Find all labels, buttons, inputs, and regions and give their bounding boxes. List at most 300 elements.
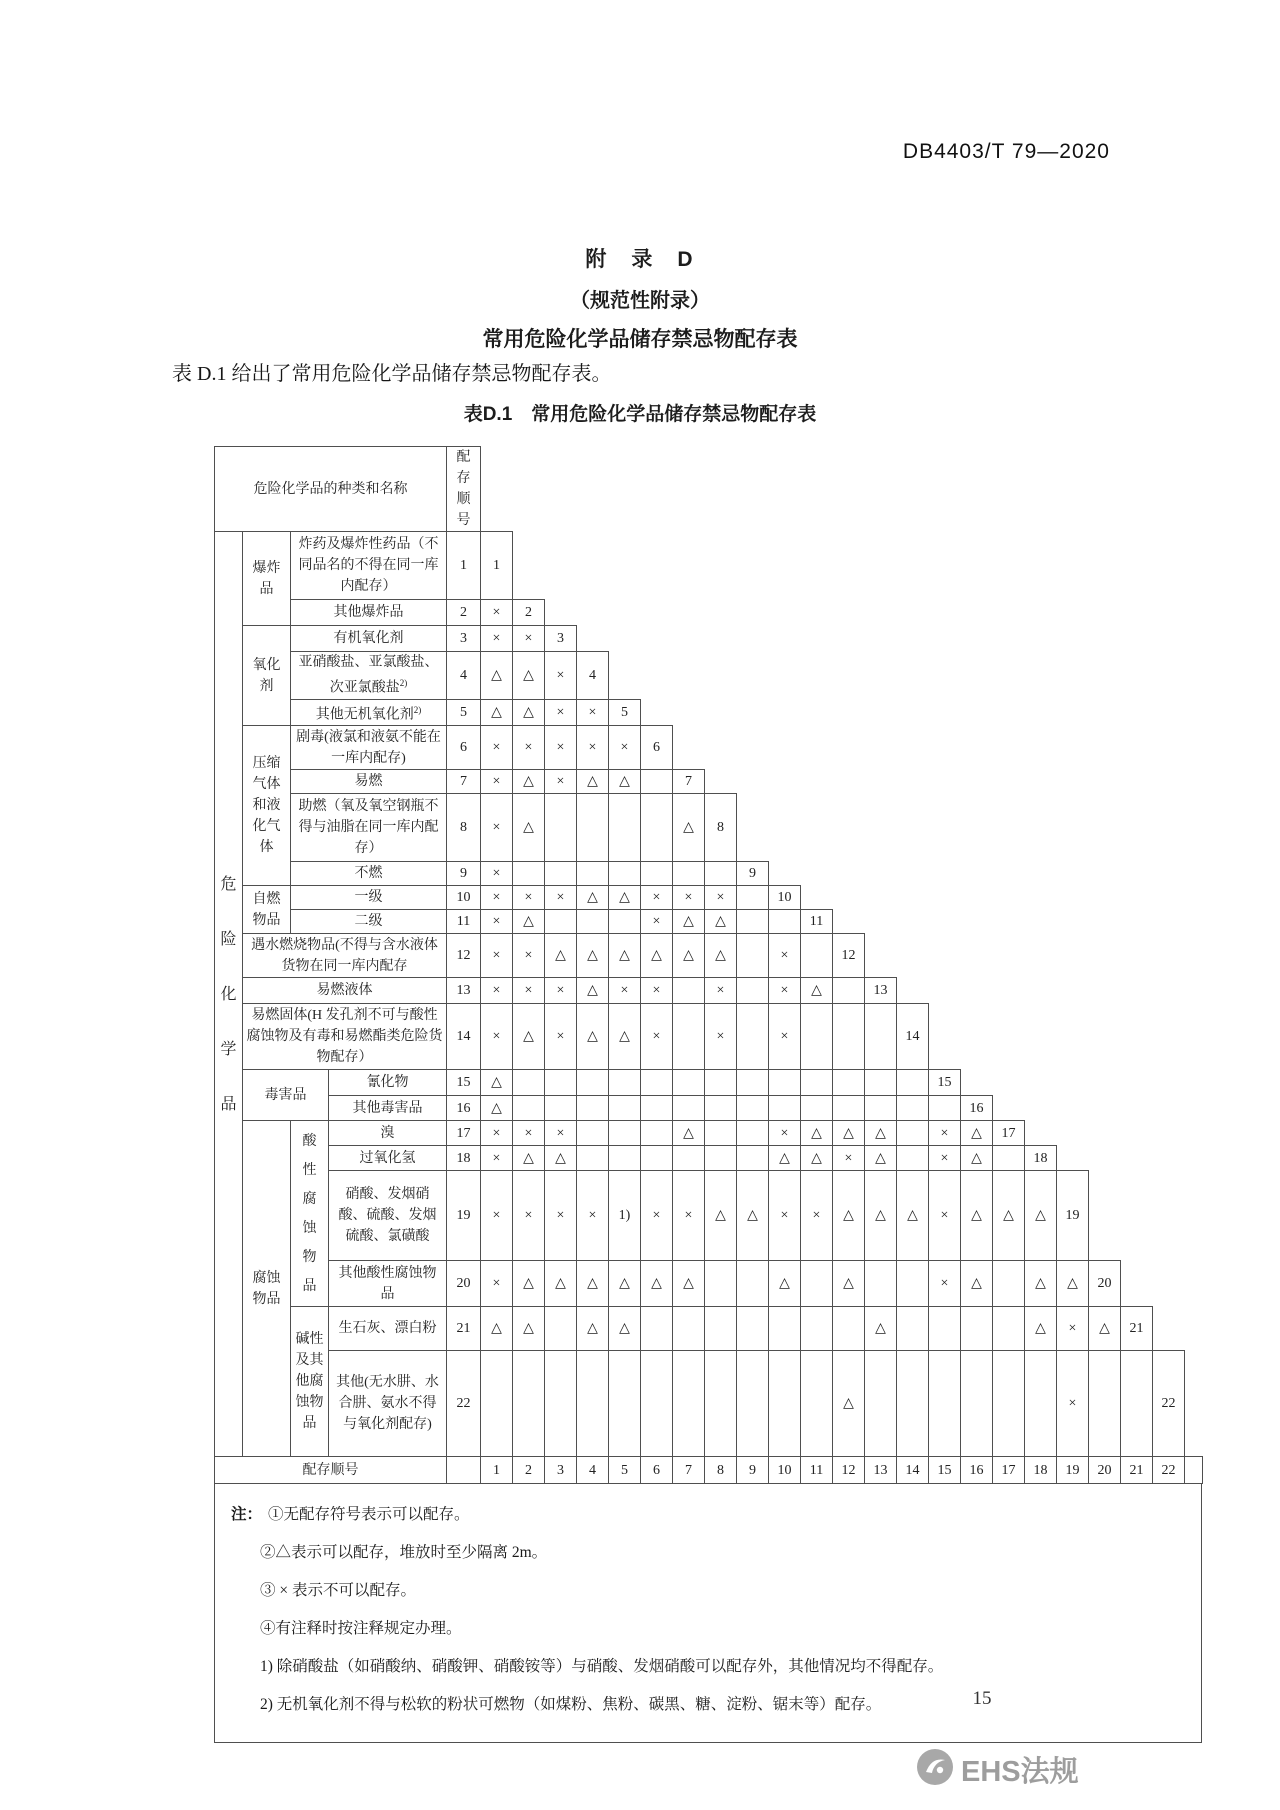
side-label-cell — [215, 532, 243, 1457]
matrix-cell — [609, 910, 641, 934]
order-number-cell: 16 — [447, 1096, 481, 1121]
ehs-logo-icon — [916, 1748, 954, 1791]
table-row — [215, 1070, 1203, 1096]
notes-box — [214, 1484, 1202, 1743]
matrix-cell — [929, 1307, 961, 1351]
matrix-cell: × — [545, 726, 577, 770]
order-number-cell: 7 — [447, 770, 481, 794]
matrix-cell: × — [769, 1171, 801, 1261]
footer-number-cell: 4 — [577, 1457, 609, 1484]
matrix-cell: × — [673, 1171, 705, 1261]
footer-number-cell: 13 — [865, 1457, 897, 1484]
matrix-cell — [673, 1004, 705, 1070]
table-row — [215, 1146, 1203, 1171]
matrix-cell: × — [481, 600, 513, 626]
matrix-cell: △ — [961, 1261, 993, 1307]
matrix-cell — [737, 1096, 769, 1121]
footer-number-cell: 10 — [769, 1457, 801, 1484]
matrix-cell: × — [513, 886, 545, 910]
group-cell: 爆炸品 — [243, 532, 291, 626]
table-row — [215, 978, 1203, 1004]
matrix-cell — [705, 1307, 737, 1351]
group-cell: 氧化剂 — [243, 626, 291, 726]
matrix-cell — [673, 978, 705, 1004]
matrix-cell — [929, 1351, 961, 1457]
name-column-header: 危险化学品的种类和名称 — [215, 447, 447, 532]
matrix-cell — [705, 1351, 737, 1457]
matrix-cell: × — [481, 626, 513, 652]
footer-number-cell: 17 — [993, 1457, 1025, 1484]
matrix-cell: △ — [833, 1121, 865, 1146]
matrix-cell — [865, 1070, 897, 1096]
matrix-cell — [641, 862, 673, 886]
matrix-cell: × — [481, 1146, 513, 1171]
item-name-cell: 其他无机氧化剂$^{2)}$ — [291, 699, 447, 726]
intro-paragraph: 表 D.1 给出了常用危险化学品储存禁忌物配存表。 — [172, 363, 612, 385]
matrix-cell: △ — [609, 770, 641, 794]
matrix-cell: △ — [609, 886, 641, 910]
matrix-cell — [801, 1261, 833, 1307]
matrix-cell: × — [641, 910, 673, 934]
matrix-cell: △ — [513, 1261, 545, 1307]
matrix-cell: △ — [673, 794, 705, 862]
order-number-cell: 17 — [447, 1121, 481, 1146]
matrix-cell: × — [769, 934, 801, 978]
matrix-cell — [737, 1351, 769, 1457]
matrix-cell: △ — [577, 1004, 609, 1070]
matrix-cell: △ — [833, 1171, 865, 1261]
footer-number-cell: 3 — [545, 1457, 577, 1484]
note-line: 2) 无机氧化剂不得与松软的粉状可燃物（如煤粉、焦粉、碳黑、糖、淀粉、锯末等）配存。 — [260, 1696, 882, 1714]
diagonal-number-cell: 16 — [961, 1096, 993, 1121]
matrix-cell — [641, 794, 673, 862]
item-name-cell: 炸药及爆炸性药品（不同品名的不得在同一库内配存） — [291, 532, 447, 600]
matrix-cell: △ — [513, 699, 545, 726]
matrix-cell: △ — [641, 1261, 673, 1307]
matrix-cell: △ — [609, 1261, 641, 1307]
matrix-cell — [673, 1307, 705, 1351]
order-number-cell: 3 — [447, 626, 481, 652]
matrix-cell: × — [545, 770, 577, 794]
page-number: 15 — [972, 1688, 992, 1709]
matrix-cell — [577, 1121, 609, 1146]
order-number-cell: 5 — [447, 699, 481, 726]
table-row — [215, 1171, 1203, 1261]
item-name-cell: 遇水燃烧物品(不得与含水液体货物在同一库内配存 — [243, 934, 447, 978]
footer-number-cell: 12 — [833, 1457, 865, 1484]
matrix-cell — [737, 934, 769, 978]
matrix-cell: × — [609, 726, 641, 770]
matrix-cell — [897, 1070, 929, 1096]
matrix-cell — [673, 1096, 705, 1121]
appendix-type: （规范性附录） — [570, 290, 710, 312]
matrix-cell — [769, 1070, 801, 1096]
matrix-cell: △ — [897, 1171, 929, 1261]
item-name-cell: 硝酸、发烟硝酸、硫酸、发烟硫酸、氯磺酸 — [329, 1171, 447, 1261]
matrix-cell: △ — [609, 934, 641, 978]
matrix-cell: × — [481, 770, 513, 794]
order-number-cell: 14 — [447, 1004, 481, 1070]
compatibility-table — [214, 446, 1203, 1484]
matrix-cell: × — [1057, 1307, 1089, 1351]
matrix-cell: △ — [1089, 1307, 1121, 1351]
matrix-cell: × — [641, 886, 673, 910]
matrix-cell — [641, 1096, 673, 1121]
matrix-cell — [801, 1096, 833, 1121]
matrix-cell: △ — [801, 978, 833, 1004]
matrix-cell: △ — [705, 910, 737, 934]
appendix-title-block — [0, 243, 1280, 353]
matrix-cell — [897, 1146, 929, 1171]
matrix-cell — [545, 910, 577, 934]
matrix-cell: △ — [737, 1171, 769, 1261]
matrix-cell — [865, 1351, 897, 1457]
matrix-cell: × — [513, 978, 545, 1004]
footer-number-cell: 15 — [929, 1457, 961, 1484]
table-row — [215, 862, 1203, 886]
matrix-cell: × — [929, 1146, 961, 1171]
matrix-cell: △ — [1025, 1261, 1057, 1307]
matrix-cell: △ — [513, 794, 545, 862]
matrix-cell: × — [673, 886, 705, 910]
matrix-cell: △ — [705, 1171, 737, 1261]
note-label: 注： — [231, 1506, 263, 1524]
matrix-cell: △ — [865, 1146, 897, 1171]
group-cell: 毒害品 — [243, 1070, 329, 1121]
matrix-cell: × — [481, 726, 513, 770]
diagonal-number-cell: 5 — [609, 699, 641, 726]
matrix-cell — [577, 1146, 609, 1171]
footer-number-cell: 22 — [1153, 1457, 1185, 1484]
matrix-cell — [1089, 1351, 1121, 1457]
matrix-cell: △ — [961, 1121, 993, 1146]
item-name-cell: 剧毒(液氯和液氨不能在一库内配存) — [291, 726, 447, 770]
matrix-cell — [673, 1146, 705, 1171]
table-row — [215, 1307, 1203, 1351]
matrix-cell: △ — [481, 1096, 513, 1121]
item-name-cell: 其他酸性腐蚀物品 — [329, 1261, 447, 1307]
matrix-cell: × — [769, 1004, 801, 1070]
matrix-cell: × — [833, 1146, 865, 1171]
item-name-cell: 溴 — [329, 1121, 447, 1146]
footer-number-cell: 8 — [705, 1457, 737, 1484]
item-name-cell: 其他毒害品 — [329, 1096, 447, 1121]
footer-number-cell: 9 — [737, 1457, 769, 1484]
matrix-cell — [769, 1307, 801, 1351]
matrix-cell: △ — [961, 1171, 993, 1261]
matrix-cell: △ — [481, 1070, 513, 1096]
matrix-cell: △ — [1025, 1171, 1057, 1261]
matrix-cell — [737, 1070, 769, 1096]
order-number-cell: 2 — [447, 600, 481, 626]
matrix-cell: × — [481, 934, 513, 978]
matrix-cell — [705, 1261, 737, 1307]
table-row — [215, 699, 1203, 726]
order-number-cell: 20 — [447, 1261, 481, 1307]
matrix-cell — [801, 1351, 833, 1457]
matrix-cell — [833, 978, 865, 1004]
matrix-cell: △ — [865, 1171, 897, 1261]
matrix-cell: × — [769, 978, 801, 1004]
matrix-cell — [609, 1096, 641, 1121]
table-row — [215, 886, 1203, 910]
matrix-cell: × — [545, 1121, 577, 1146]
item-name-cell: 氰化物 — [329, 1070, 447, 1096]
matrix-cell — [545, 1070, 577, 1096]
diagonal-number-cell: 1 — [481, 532, 513, 600]
matrix-cell — [865, 1096, 897, 1121]
matrix-cell: △ — [801, 1121, 833, 1146]
matrix-cell — [1025, 1351, 1057, 1457]
item-name-cell: 二级 — [291, 910, 447, 934]
footer-blank-cell — [447, 1457, 481, 1484]
matrix-cell: × — [929, 1121, 961, 1146]
matrix-cell — [737, 1004, 769, 1070]
table-footer-row — [215, 1457, 1203, 1484]
matrix-cell — [737, 978, 769, 1004]
matrix-cell — [641, 1351, 673, 1457]
footer-number-cell: 19 — [1057, 1457, 1089, 1484]
order-number-cell: 9 — [447, 862, 481, 886]
footer-number-cell: 18 — [1025, 1457, 1057, 1484]
table-row — [215, 794, 1203, 862]
matrix-cell — [737, 1146, 769, 1171]
table-row — [215, 1261, 1203, 1307]
footer-number-cell: 5 — [609, 1457, 641, 1484]
matrix-cell — [705, 1070, 737, 1096]
table-row — [215, 726, 1203, 770]
footer-stub-cell — [1185, 1457, 1203, 1484]
diagonal-number-cell: 20 — [1089, 1261, 1121, 1307]
side-label: 危 险 化 学 品 — [220, 875, 237, 1113]
matrix-cell: △ — [833, 1351, 865, 1457]
matrix-cell: × — [481, 978, 513, 1004]
note-line — [231, 1496, 1185, 1534]
matrix-cell: △ — [865, 1307, 897, 1351]
matrix-cell: × — [577, 699, 609, 726]
matrix-cell — [737, 910, 769, 934]
table-row — [215, 934, 1203, 978]
matrix-cell: × — [641, 978, 673, 1004]
matrix-cell — [577, 862, 609, 886]
matrix-cell: △ — [993, 1171, 1025, 1261]
matrix-cell — [993, 1307, 1025, 1351]
matrix-cell — [577, 1096, 609, 1121]
matrix-cell — [801, 1307, 833, 1351]
note-line: 1) 除硝酸盐（如硝酸纳、硝酸钾、硝酸铵等）与硝酸、发烟硝酸可以配存外，其他情况均不得配存。 — [260, 1658, 944, 1676]
diagonal-number-cell: 4 — [577, 652, 609, 700]
table-area — [214, 446, 1204, 1743]
order-number-cell: 10 — [447, 886, 481, 910]
matrix-cell — [833, 1307, 865, 1351]
table-row — [215, 1351, 1203, 1457]
matrix-cell — [609, 1121, 641, 1146]
matrix-cell — [609, 1070, 641, 1096]
group-cell: 腐蚀物品 — [243, 1121, 291, 1457]
matrix-cell — [705, 1121, 737, 1146]
footer-number-cell: 14 — [897, 1457, 929, 1484]
matrix-cell — [609, 1146, 641, 1171]
footer-label-cell: 配存顺号 — [215, 1457, 447, 1484]
matrix-cell — [705, 1146, 737, 1171]
subgroup-cell: 碱性及其他腐蚀物品 — [291, 1307, 329, 1457]
matrix-cell: × — [513, 726, 545, 770]
matrix-cell — [737, 1307, 769, 1351]
matrix-cell — [545, 1351, 577, 1457]
diagonal-number-cell: 3 — [545, 626, 577, 652]
order-number-cell: 8 — [447, 794, 481, 862]
diagonal-number-cell: 22 — [1153, 1351, 1185, 1457]
matrix-cell — [609, 794, 641, 862]
footer-number-cell: 2 — [513, 1457, 545, 1484]
matrix-cell — [801, 934, 833, 978]
matrix-cell: × — [481, 1261, 513, 1307]
table-row — [215, 1121, 1203, 1146]
matrix-cell — [801, 1070, 833, 1096]
matrix-cell: × — [577, 1171, 609, 1261]
table-row — [215, 910, 1203, 934]
item-name-cell: 亚硝酸盐、亚氯酸盐、次亚氯酸盐$^{2)}$ — [291, 652, 447, 700]
standard-code: DB4403/T 79—2020 — [902, 140, 1110, 163]
matrix-cell — [673, 862, 705, 886]
diagonal-number-cell: 7 — [673, 770, 705, 794]
matrix-cell — [769, 910, 801, 934]
matrix-cell — [961, 1307, 993, 1351]
matrix-cell: △ — [481, 652, 513, 700]
order-column-header: 配存顺号 — [447, 447, 481, 532]
matrix-cell: △ — [513, 1004, 545, 1070]
diagonal-number-cell: 2 — [513, 600, 545, 626]
matrix-cell: △ — [513, 1146, 545, 1171]
matrix-cell: × — [641, 1004, 673, 1070]
matrix-cell — [577, 794, 609, 862]
matrix-cell: △ — [673, 934, 705, 978]
matrix-cell: × — [705, 886, 737, 910]
matrix-cell — [929, 1096, 961, 1121]
footer-number-cell: 20 — [1089, 1457, 1121, 1484]
matrix-cell: × — [545, 699, 577, 726]
matrix-cell — [737, 1261, 769, 1307]
item-name-cell: 易燃固体(H 发孔剂不可与酸性腐蚀物及有毒和易燃酯类危险货物配存） — [243, 1004, 447, 1070]
matrix-cell — [865, 1004, 897, 1070]
note-text: ①无配存符号表示可以配存。 — [268, 1506, 470, 1524]
matrix-cell: △ — [833, 1261, 865, 1307]
order-number-cell: 4 — [447, 652, 481, 700]
matrix-cell — [513, 862, 545, 886]
matrix-cell — [673, 1070, 705, 1096]
matrix-cell: × — [705, 978, 737, 1004]
subgroup-cell: 酸性腐蚀物品 — [291, 1121, 329, 1307]
matrix-cell: △ — [513, 770, 545, 794]
matrix-cell — [577, 1070, 609, 1096]
matrix-cell: △ — [481, 1307, 513, 1351]
diagonal-number-cell: 11 — [801, 910, 833, 934]
matrix-cell: × — [513, 1171, 545, 1261]
table-row — [215, 770, 1203, 794]
diagonal-number-cell: 6 — [641, 726, 673, 770]
matrix-cell: × — [929, 1171, 961, 1261]
diagonal-number-cell: 12 — [833, 934, 865, 978]
matrix-cell: × — [641, 1171, 673, 1261]
item-name-cell: 易燃液体 — [243, 978, 447, 1004]
matrix-cell — [897, 1261, 929, 1307]
matrix-cell: △ — [705, 934, 737, 978]
matrix-cell — [545, 862, 577, 886]
item-name-cell: 生石灰、漂白粉 — [329, 1307, 447, 1351]
matrix-cell: × — [513, 934, 545, 978]
footer-number-cell: 21 — [1121, 1457, 1153, 1484]
matrix-cell: × — [481, 1171, 513, 1261]
matrix-cell — [513, 1096, 545, 1121]
matrix-cell: △ — [801, 1146, 833, 1171]
appendix-label: 附 录 D — [585, 248, 695, 271]
matrix-cell: △ — [673, 1121, 705, 1146]
matrix-cell: △ — [769, 1146, 801, 1171]
ehs-watermark — [916, 1748, 1079, 1791]
matrix-cell: 1) — [609, 1171, 641, 1261]
matrix-cell — [737, 1121, 769, 1146]
matrix-cell: △ — [577, 1261, 609, 1307]
matrix-cell — [769, 1351, 801, 1457]
matrix-cell: △ — [609, 1004, 641, 1070]
table-header-row — [215, 447, 1203, 532]
item-name-cell: 过氧化氢 — [329, 1146, 447, 1171]
table-row — [215, 532, 1203, 600]
matrix-cell: × — [481, 862, 513, 886]
matrix-cell — [769, 1096, 801, 1121]
matrix-cell: △ — [545, 1146, 577, 1171]
item-name-cell: 其他爆炸品 — [291, 600, 447, 626]
matrix-cell — [545, 794, 577, 862]
appendix-title: 常用危险化学品储存禁忌物配存表 — [482, 328, 798, 351]
matrix-cell: △ — [545, 1261, 577, 1307]
order-number-cell: 1 — [447, 532, 481, 600]
item-name-cell: 其他(无水肼、水合肼、氨水不得与氧化剂配存) — [329, 1351, 447, 1457]
diagonal-number-cell: 19 — [1057, 1171, 1089, 1261]
matrix-cell: △ — [673, 1261, 705, 1307]
matrix-cell — [1121, 1351, 1153, 1457]
order-number-cell: 19 — [447, 1171, 481, 1261]
matrix-cell — [865, 1261, 897, 1307]
matrix-cell: × — [545, 886, 577, 910]
diagonal-number-cell: 15 — [929, 1070, 961, 1096]
matrix-cell — [481, 1351, 513, 1457]
matrix-cell — [577, 1351, 609, 1457]
matrix-cell: × — [545, 978, 577, 1004]
footer-number-cell: 16 — [961, 1457, 993, 1484]
table-row — [215, 1004, 1203, 1070]
matrix-cell: × — [513, 1121, 545, 1146]
matrix-cell: × — [801, 1171, 833, 1261]
footer-number-cell: 7 — [673, 1457, 705, 1484]
matrix-cell — [993, 1261, 1025, 1307]
diagonal-number-cell: 18 — [1025, 1146, 1057, 1171]
table-row — [215, 1096, 1203, 1121]
watermark-text: EHS法规 — [961, 1756, 1079, 1788]
matrix-cell: × — [929, 1261, 961, 1307]
matrix-cell: × — [481, 1121, 513, 1146]
matrix-cell — [897, 1307, 929, 1351]
diagonal-number-cell: 21 — [1121, 1307, 1153, 1351]
matrix-cell — [801, 1004, 833, 1070]
note-line: ②△表示可以配存，堆放时至少隔离 2m。 — [260, 1544, 548, 1562]
matrix-cell: △ — [609, 1307, 641, 1351]
group-cell: 自燃物品 — [243, 886, 291, 934]
matrix-cell — [833, 1070, 865, 1096]
matrix-cell — [897, 1121, 929, 1146]
matrix-cell: × — [705, 1004, 737, 1070]
matrix-cell — [833, 1004, 865, 1070]
